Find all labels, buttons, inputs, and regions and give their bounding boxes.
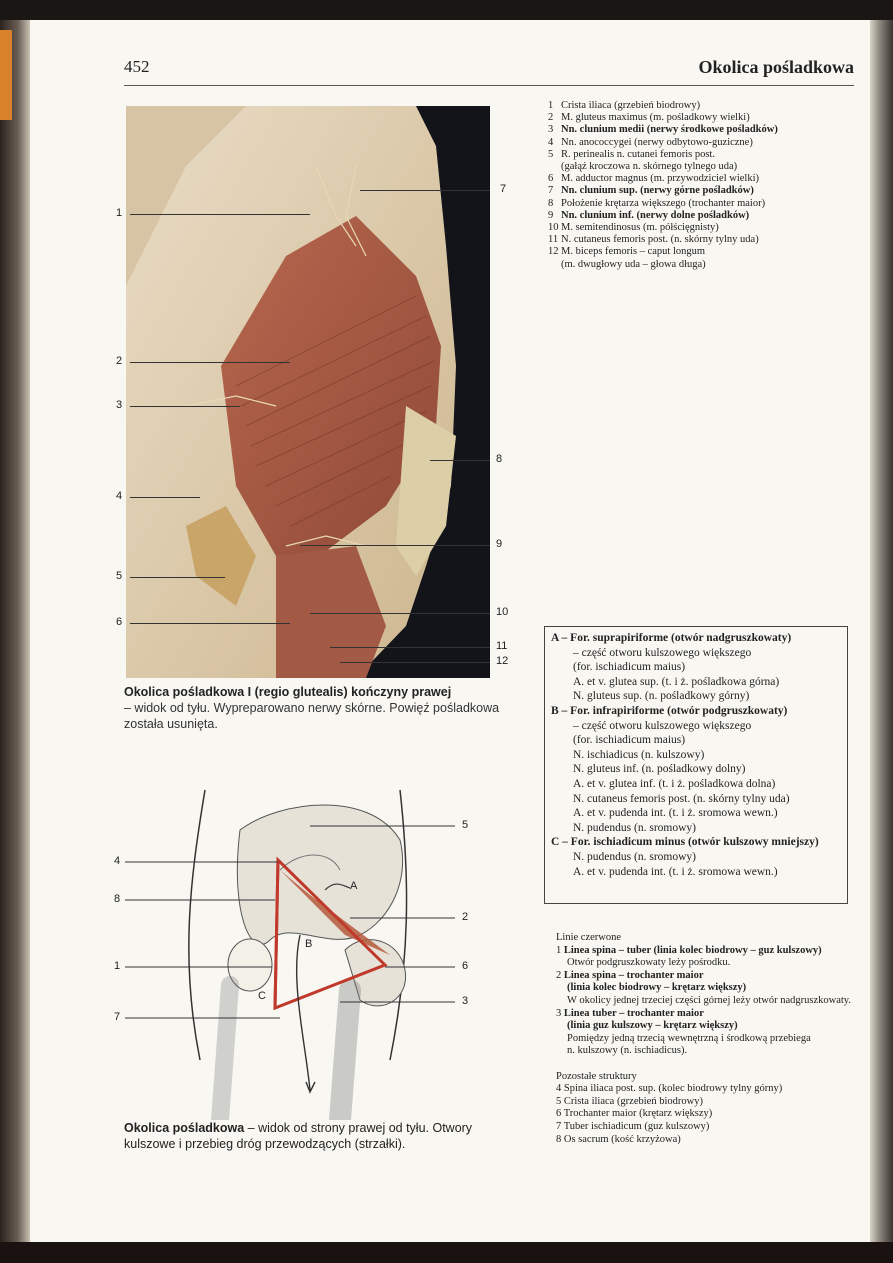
foramen-line: A. et v. pudenda int. (t. i ż. sromowa wewn.) bbox=[573, 865, 778, 878]
diagram-label-7: 7 bbox=[114, 1011, 121, 1023]
legend-text: M. biceps femoris – caput longum bbox=[561, 246, 706, 258]
legend-number: 9 bbox=[548, 209, 554, 221]
legend-item bbox=[548, 259, 848, 271]
page-title: Okolica pośladkowa bbox=[698, 57, 854, 77]
lines-item bbox=[556, 1008, 856, 1021]
legend-text: (m. dwugłowy uda – głowa długa) bbox=[561, 258, 706, 270]
lines-number: 7 bbox=[556, 1120, 564, 1132]
legend-item bbox=[548, 124, 848, 136]
diagram-label-3: 3 bbox=[462, 995, 469, 1007]
diagram-label-6: 6 bbox=[462, 960, 469, 972]
lines-text: Otwór podgruszkowaty leży pośrodku. bbox=[567, 957, 731, 969]
lines-text: Spina iliaca post. sup. (kolec biodrowy tylny górny) bbox=[563, 1083, 783, 1095]
diagram-label-5: 5 bbox=[462, 819, 469, 831]
foramen-line: C – For. ischiadicum minus (otwór kulszowy mniejszy) bbox=[551, 836, 819, 849]
callout-label-11: 11 bbox=[496, 640, 508, 652]
legend-number: 11 bbox=[548, 234, 559, 246]
lines-text: (linia kolec biodrowy – krętarz większy) bbox=[567, 982, 747, 994]
lines-text: Linea spina – trochanter maior bbox=[563, 969, 704, 981]
lines-text: n. kulszowy (n. ischiadicus). bbox=[567, 1045, 688, 1057]
lines-number: 6 bbox=[556, 1108, 564, 1120]
caption1-body: – widok od tyłu. Wypreparowano nerwy skórne. Powięź pośladkowa została usunięta. bbox=[124, 701, 500, 731]
legend-text: M. gluteus maximus (m. pośladkowy wielki) bbox=[561, 112, 750, 124]
lines-number: 2 bbox=[556, 969, 564, 981]
lines-text: Pozostałe struktury bbox=[556, 1070, 637, 1082]
legend-number: 7 bbox=[548, 185, 554, 197]
callout-line-8 bbox=[430, 460, 490, 461]
callout-line-4 bbox=[130, 497, 200, 498]
figure-caption-1 bbox=[124, 684, 504, 732]
lines-text: (linia guz kulszowy – krętarz większy) bbox=[567, 1020, 738, 1032]
legend-item bbox=[548, 137, 848, 149]
legend-number: 5 bbox=[548, 148, 554, 160]
legend-number: 1 bbox=[548, 100, 554, 111]
legend-text: M. semitendinosus (m. półścięgnisty) bbox=[561, 222, 719, 234]
lines-text: Linie czerwone bbox=[556, 932, 622, 943]
foramen-line: N. pudendus (n. sromowy) bbox=[573, 850, 696, 863]
foramen-line: N. ischiadicus (n. kulszowy) bbox=[573, 748, 705, 761]
legend-text: Crista iliaca (grzebień biodrowy) bbox=[561, 100, 701, 111]
callout-label-8: 8 bbox=[496, 453, 503, 465]
foramen-line: N. gluteus sup. (n. pośladkowy górny) bbox=[573, 690, 750, 703]
callout-line-2 bbox=[130, 362, 290, 363]
foramen-line: N. pudendus (n. sromowy) bbox=[573, 821, 696, 834]
dissection-illustration bbox=[126, 106, 490, 678]
page-number: 452 bbox=[124, 57, 150, 76]
legend-text: Nn. anococcygei (nerwy odbytowo-guziczne) bbox=[561, 136, 753, 148]
lines-item bbox=[556, 1045, 856, 1058]
foramen-line: A. et v. pudenda int. (t. i ż. sromowa wewn.) bbox=[573, 807, 778, 820]
diagram-label-1: 1 bbox=[114, 960, 121, 972]
foramina-box bbox=[544, 626, 848, 904]
lines-item bbox=[556, 982, 856, 995]
lines-item bbox=[556, 1121, 856, 1134]
diagram-label-4: 4 bbox=[114, 855, 121, 867]
caption2-body: – widok od strony prawej od tyłu. Otwory kulszowe i przebieg dróg przewodzących (strzałki). bbox=[124, 1121, 473, 1151]
page-edge bbox=[870, 20, 893, 1242]
legend-number: 2 bbox=[548, 112, 554, 124]
lines-item bbox=[556, 970, 856, 983]
callout-line-3 bbox=[130, 406, 240, 407]
legend-text: Położenie krętarza większego (trochanter maior) bbox=[561, 197, 766, 209]
legend-text: R. perinealis n. cutanei femoris post. bbox=[561, 148, 715, 160]
lines-item bbox=[556, 1096, 856, 1109]
legend-number: 3 bbox=[548, 124, 554, 136]
foramen-line: A. et v. glutea inf. (t. i ż. pośladkowa dolna) bbox=[573, 777, 776, 790]
foramen-line: N. cutaneus femoris post. (n. skórny tylny uda) bbox=[573, 792, 790, 805]
callout-line-11 bbox=[330, 647, 490, 648]
diagram-label-A: A bbox=[350, 880, 358, 892]
legend-item bbox=[548, 210, 848, 222]
lines-text bbox=[556, 1058, 559, 1069]
photo-legend bbox=[548, 100, 848, 271]
callout-line-7 bbox=[360, 190, 490, 191]
legend-item bbox=[548, 222, 848, 234]
legend-item bbox=[548, 198, 848, 210]
legend-number: 10 bbox=[548, 222, 559, 234]
foramen-line: (for. ischiadicum maius) bbox=[573, 734, 686, 747]
lines-item bbox=[556, 1058, 856, 1071]
diagram-label-8: 8 bbox=[114, 893, 121, 905]
lines-item bbox=[556, 957, 856, 970]
lines-item bbox=[556, 1083, 856, 1096]
legend-number: 4 bbox=[548, 136, 554, 148]
lines-number: 4 bbox=[556, 1083, 564, 1095]
lines-item bbox=[556, 1033, 856, 1046]
callout-label-7: 7 bbox=[500, 183, 507, 195]
legend-text: N. cutaneus femoris post. (n. skórny tylny uda) bbox=[561, 234, 759, 246]
lines-text: Tuber ischiadicum (guz kulszowy) bbox=[563, 1120, 710, 1132]
legend-item bbox=[548, 173, 848, 185]
legend-text: Nn. clunium medii (nerwy środkowe pośladków) bbox=[561, 124, 778, 136]
lines-item bbox=[556, 1134, 856, 1147]
foramen-line: B – For. infrapiriforme (otwór podgruszkowaty) bbox=[551, 704, 788, 717]
foramen-line: N. gluteus inf. (n. pośladkowy dolny) bbox=[573, 763, 746, 776]
pelvis-diagram bbox=[110, 760, 500, 1120]
callout-line-9 bbox=[300, 545, 490, 546]
page-header bbox=[124, 55, 854, 86]
lines-number: 3 bbox=[556, 1007, 564, 1019]
figure-caption-2 bbox=[124, 1120, 504, 1152]
callout-label-4: 4 bbox=[116, 490, 123, 502]
bottom-edge bbox=[0, 1242, 893, 1263]
lines-item bbox=[556, 995, 856, 1008]
lines-item bbox=[556, 932, 856, 945]
diagram-label-C: C bbox=[258, 990, 266, 1002]
legend-text: Nn. clunium inf. (nerwy dolne pośladków) bbox=[561, 209, 750, 221]
callout-line-1 bbox=[130, 214, 310, 215]
caption2-title: Okolica pośladkowa bbox=[124, 1121, 245, 1135]
legend-number: 6 bbox=[548, 173, 554, 185]
callout-label-1: 1 bbox=[116, 207, 123, 219]
legend-item bbox=[548, 185, 848, 197]
callout-line-10 bbox=[310, 613, 490, 614]
foramen-line: (for. ischiadicum maius) bbox=[573, 661, 686, 674]
legend-item bbox=[548, 246, 848, 258]
book-spine bbox=[0, 20, 30, 1242]
lines-text: Linea tuber – trochanter maior bbox=[563, 1007, 704, 1019]
callout-label-10: 10 bbox=[496, 606, 509, 618]
legend-item bbox=[548, 161, 848, 173]
callout-label-6: 6 bbox=[116, 616, 123, 628]
foramen-line: A – For. suprapiriforme (otwór nadgruszkowaty) bbox=[551, 632, 792, 644]
legend-number: 12 bbox=[548, 246, 559, 258]
lines-number: 1 bbox=[556, 944, 564, 956]
callout-label-5: 5 bbox=[116, 570, 123, 582]
callout-label-9: 9 bbox=[496, 538, 503, 550]
callout-line-5 bbox=[130, 577, 225, 578]
lines-text: W okolicy jednej trzeciej części górnej leży otwór nadgruszkowaty. bbox=[567, 994, 851, 1006]
legend-text: (gałąź kroczowa n. skórnego tylnego uda) bbox=[561, 161, 738, 173]
lines-item bbox=[556, 1108, 856, 1121]
red-lines-legend bbox=[556, 932, 856, 1146]
lines-item bbox=[556, 945, 856, 958]
lines-text: Trochanter maior (krętarz większy) bbox=[563, 1108, 713, 1120]
diagram-label-B: B bbox=[305, 938, 313, 950]
foramen-line: – część otworu kulszowego większego bbox=[573, 646, 752, 659]
callout-label-12: 12 bbox=[496, 655, 509, 667]
diagram-label-2: 2 bbox=[462, 911, 469, 923]
lines-item bbox=[556, 1020, 856, 1033]
legend-item bbox=[548, 234, 848, 246]
lines-text: Linea spina – tuber (linia kolec biodrowy – guz kulszowy) bbox=[563, 944, 822, 956]
legend-item bbox=[548, 100, 848, 112]
lines-text: Pomiędzy jedną trzecią wewnętrzną i środkową przebiega bbox=[567, 1032, 811, 1044]
legend-item bbox=[548, 149, 848, 161]
lines-item bbox=[556, 1071, 856, 1084]
gluteal-dissection-photo bbox=[126, 106, 490, 678]
lines-number: 5 bbox=[556, 1095, 564, 1107]
lines-text: Os sacrum (kość krzyżowa) bbox=[563, 1133, 681, 1145]
callout-label-3: 3 bbox=[116, 399, 123, 411]
lines-number: 8 bbox=[556, 1133, 564, 1145]
callout-line-6 bbox=[130, 623, 290, 624]
legend-text: Nn. clunium sup. (nerwy górne pośladków) bbox=[561, 185, 754, 197]
legend-text: M. adductor magnus (m. przywodziciel wielki) bbox=[561, 173, 759, 185]
foramen-line: – część otworu kulszowego większego bbox=[573, 719, 752, 732]
legend-number: 8 bbox=[548, 197, 554, 209]
legend-item bbox=[548, 112, 848, 124]
callout-line-12 bbox=[340, 662, 490, 663]
callout-label-2: 2 bbox=[116, 355, 123, 367]
caption1-title: Okolica pośladkowa I (regio glutealis) kończyny prawej bbox=[124, 685, 452, 699]
foramen-line: A. et v. glutea sup. (t. i ż. pośladkowa górna) bbox=[573, 675, 780, 688]
page-tab-marker bbox=[0, 30, 12, 120]
lines-text: Crista iliaca (grzebień biodrowy) bbox=[563, 1095, 703, 1107]
